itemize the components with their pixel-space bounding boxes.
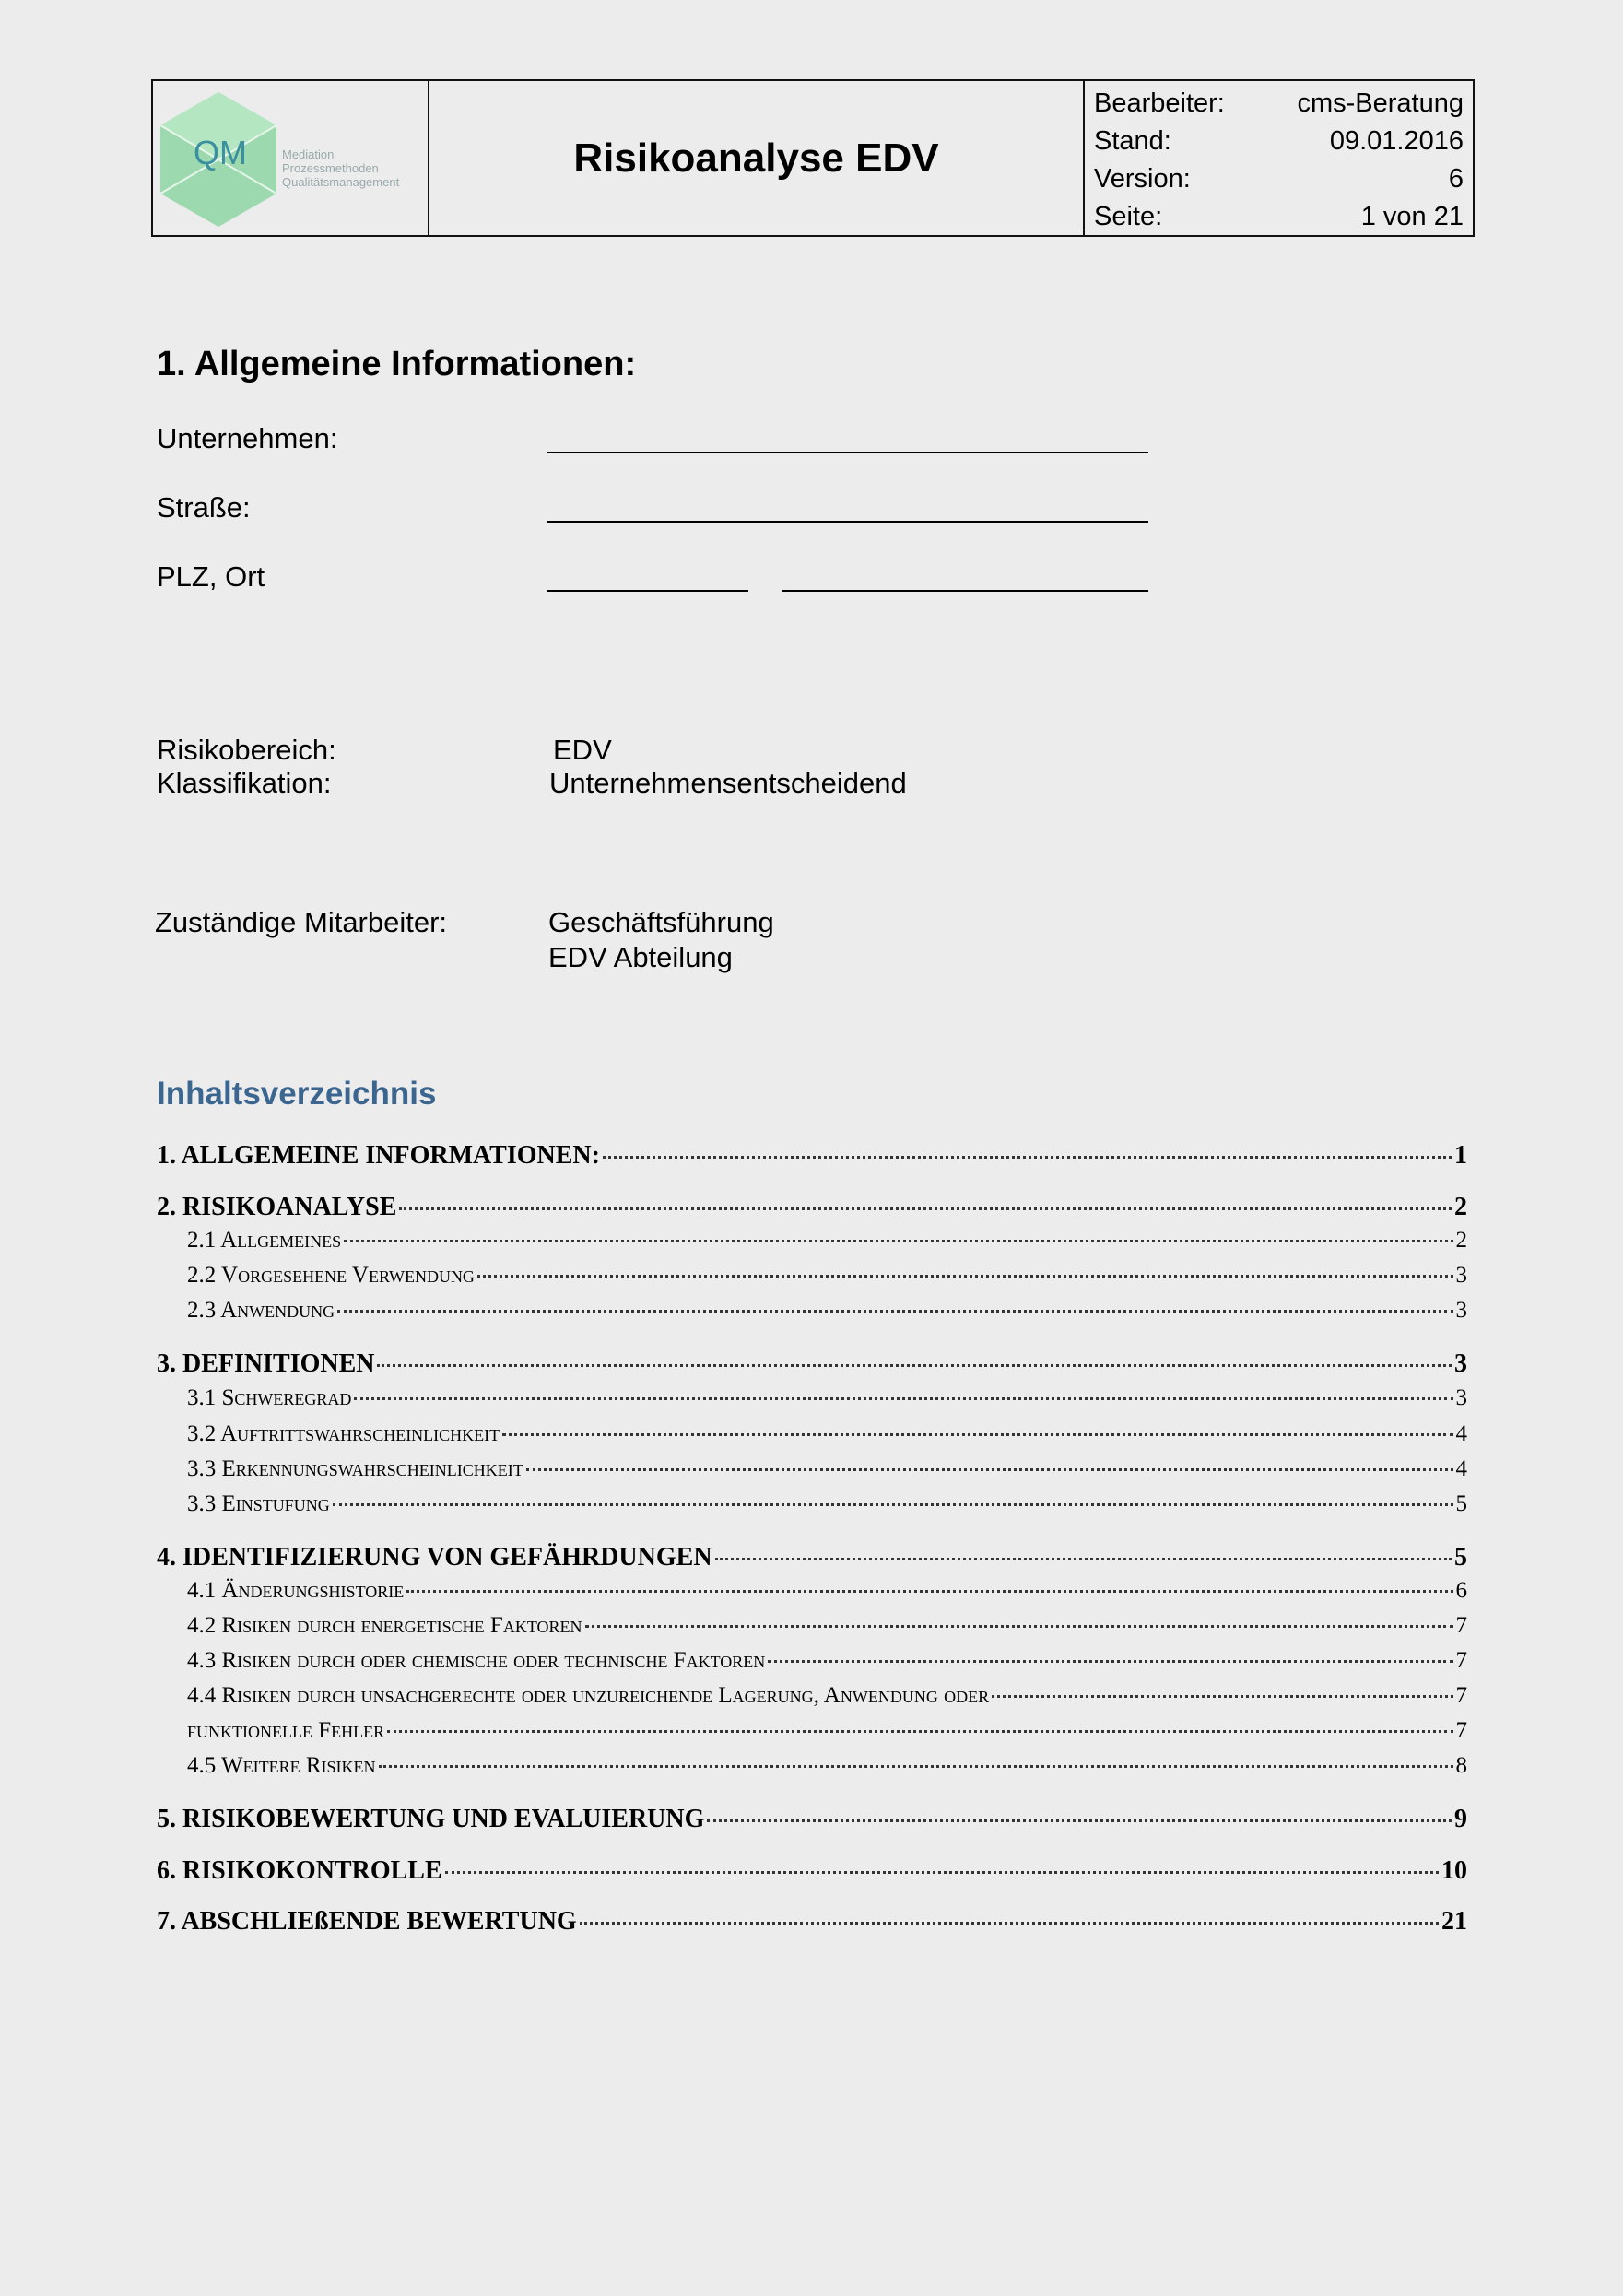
toc-entry-title: 1. ALLGEMEINE INFORMATIONEN: (157, 1141, 600, 1170)
document-title: Risikoanalyse EDV (429, 81, 1085, 235)
toc-entry-title: 5. RISIKOBEWERTUNG UND EVALUIERUNG (157, 1805, 705, 1833)
logo-hexagon-icon (157, 90, 281, 229)
mitarbeiter-value: EDV Abteilung (548, 941, 733, 973)
toc-dot-leader (379, 1765, 1453, 1768)
toc-entry-page: 8 (1455, 1753, 1467, 1778)
toc-entry[interactable] (157, 1228, 1467, 1254)
toc-entry-page: 5 (1455, 1491, 1467, 1516)
toc-entry[interactable] (157, 1491, 1467, 1517)
toc-entry[interactable] (157, 1543, 1467, 1572)
toc-entry-page: 3 (1455, 1263, 1467, 1288)
meta-value: 09.01.2016 (1329, 126, 1464, 156)
toc-entry[interactable] (157, 1349, 1467, 1379)
toc-entry-page: 2 (1455, 1228, 1467, 1253)
svg-text:QM: QM (194, 134, 247, 171)
toc-entry-page: 6 (1455, 1578, 1467, 1603)
toc-entry-title: 2.2 Vorgesehene Verwendung (187, 1263, 475, 1288)
klassifikation-label: Klassifikation: (157, 767, 332, 799)
toc-entry-page: 4 (1455, 1421, 1467, 1446)
toc-entry-title: 4.1 Änderungshistorie (187, 1578, 405, 1603)
toc-entry[interactable] (157, 1648, 1467, 1674)
toc-entry-page: 3 (1455, 1385, 1467, 1410)
meta-row (1094, 85, 1464, 123)
toc-entry-title: 4.2 Risiken durch energetische Faktoren (187, 1613, 582, 1638)
unternehmen-field[interactable] (547, 452, 1148, 453)
strasse-field[interactable] (547, 521, 1148, 523)
toc-dot-leader (333, 1503, 1453, 1506)
toc-entry[interactable] (157, 1421, 1467, 1447)
toc-entry-title: 7. ABSCHLIEßENDE BEWERTUNG (157, 1907, 577, 1936)
toc-entry[interactable] (157, 1753, 1467, 1779)
meta-label: Version: (1094, 164, 1191, 194)
toc-entry-title: 6. RISIKOKONTROLLE (157, 1856, 442, 1885)
toc-dot-leader (603, 1156, 1452, 1159)
toc-entry[interactable] (157, 1456, 1467, 1482)
company-logo (153, 81, 429, 235)
meta-row (1094, 160, 1464, 198)
toc-dot-leader (585, 1625, 1453, 1628)
mitarbeiter-value: Geschäftsführung (548, 906, 774, 938)
toc-entry[interactable] (157, 1907, 1467, 1937)
toc-entry[interactable] (157, 1805, 1467, 1834)
document-header (151, 79, 1475, 237)
toc-entry[interactable] (157, 1385, 1467, 1411)
plz-field[interactable] (547, 590, 748, 592)
toc-entry-page: 7 (1455, 1613, 1467, 1638)
tagline-line: Prozessmethoden (282, 161, 379, 175)
strasse-label: Straße: (157, 491, 251, 524)
section-heading: 1. Allgemeine Informationen: (157, 345, 637, 383)
toc-entry-page: 7 (1455, 1718, 1467, 1743)
toc-entry[interactable] (157, 1193, 1467, 1222)
meta-row (1094, 198, 1464, 236)
toc-entry-title: 4. IDENTIFIZIERUNG VON GEFÄHRDUNGEN (157, 1543, 712, 1572)
toc-entry-page: 21 (1441, 1907, 1467, 1936)
tagline-line: Qualitätsmanagement (282, 175, 400, 189)
toc-entry-title: 3.3 Einstufung (187, 1491, 330, 1516)
toc-entry-title: 2.1 Allgemeines (187, 1228, 342, 1253)
toc-entry-page: 2 (1454, 1193, 1467, 1221)
meta-label: Seite: (1094, 202, 1163, 231)
meta-value: cms-Beratung (1297, 88, 1464, 118)
meta-value: 6 (1448, 164, 1464, 194)
toc-entry-page: 7 (1455, 1683, 1467, 1708)
toc-dot-leader (377, 1364, 1452, 1367)
toc-entry-page: 4 (1455, 1456, 1467, 1481)
toc-entry[interactable] (157, 1298, 1467, 1324)
meta-value: 1 von 21 (1360, 202, 1464, 231)
toc-dot-leader (399, 1207, 1452, 1210)
toc-dot-leader (526, 1468, 1453, 1471)
toc-dot-leader (707, 1819, 1452, 1822)
toc-dot-leader (580, 1922, 1439, 1925)
toc-entry-page: 3 (1454, 1349, 1467, 1378)
risikobereich-label: Risikobereich: (157, 734, 336, 766)
risikobereich-value: EDV (553, 734, 612, 766)
toc-dot-leader (992, 1695, 1452, 1698)
klassifikation-value: Unternehmensentscheidend (549, 767, 907, 799)
toc-entry-title: 2.3 Anwendung (187, 1298, 335, 1323)
toc-dot-leader (387, 1730, 1452, 1733)
ort-field[interactable] (782, 590, 1148, 592)
logo-tagline (282, 147, 399, 189)
mitarbeiter-label: Zuständige Mitarbeiter: (155, 906, 448, 938)
toc-dot-leader (768, 1660, 1452, 1663)
toc-entry-page: 1 (1454, 1141, 1467, 1170)
toc-entry[interactable] (157, 1578, 1467, 1604)
unternehmen-label: Unternehmen: (157, 422, 338, 454)
toc-entry-title: 4.4 Risiken durch unsachgerechte oder unzureichende Lagerung, Anwendung oder (187, 1683, 990, 1708)
tagline-line: Mediation (282, 147, 335, 161)
toc-entry[interactable] (157, 1718, 1467, 1744)
toc-entry-page: 9 (1454, 1805, 1467, 1833)
toc-entry-title: 3.3 Erkennungswahrscheinlichkeit (187, 1456, 523, 1481)
toc-entry-title: 2. RISIKOANALYSE (157, 1193, 397, 1221)
toc-entry-title: 4.3 Risiken durch oder chemische oder technische Faktoren (187, 1648, 766, 1673)
toc-dot-leader (715, 1558, 1452, 1560)
toc-dot-leader (337, 1310, 1452, 1313)
toc-dot-leader (344, 1240, 1452, 1242)
toc-dot-leader (445, 1871, 1439, 1874)
toc-entry-page: 3 (1455, 1298, 1467, 1323)
toc-entry[interactable] (157, 1683, 1467, 1709)
toc-entry[interactable] (157, 1856, 1467, 1886)
toc-entry[interactable] (157, 1263, 1467, 1289)
toc-dot-leader (477, 1275, 1453, 1278)
toc-entry-title: 3.1 Schweregrad (187, 1385, 352, 1410)
plz-ort-label: PLZ, Ort (157, 560, 265, 593)
toc-dot-leader (406, 1590, 1452, 1593)
document-meta (1085, 81, 1473, 235)
toc-entry-title: funktionelle Fehler (187, 1718, 385, 1743)
toc-entry-title: 4.5 Weitere Risiken (187, 1753, 376, 1778)
toc-entry-title: 3. DEFINITIONEN (157, 1349, 375, 1378)
toc-entry[interactable] (157, 1141, 1467, 1171)
toc-entry-page: 7 (1455, 1648, 1467, 1673)
toc-dot-leader (354, 1397, 1452, 1400)
toc-entry-page: 10 (1441, 1856, 1467, 1885)
meta-label: Bearbeiter: (1094, 88, 1225, 118)
toc-heading: Inhaltsverzeichnis (157, 1076, 437, 1112)
toc-entry-title: 3.2 Auftrittswahrscheinlichkeit (187, 1421, 500, 1446)
toc-entry[interactable] (157, 1613, 1467, 1639)
meta-row (1094, 123, 1464, 160)
meta-label: Stand: (1094, 126, 1171, 156)
toc-entry-page: 5 (1454, 1543, 1467, 1572)
toc-dot-leader (502, 1433, 1452, 1436)
